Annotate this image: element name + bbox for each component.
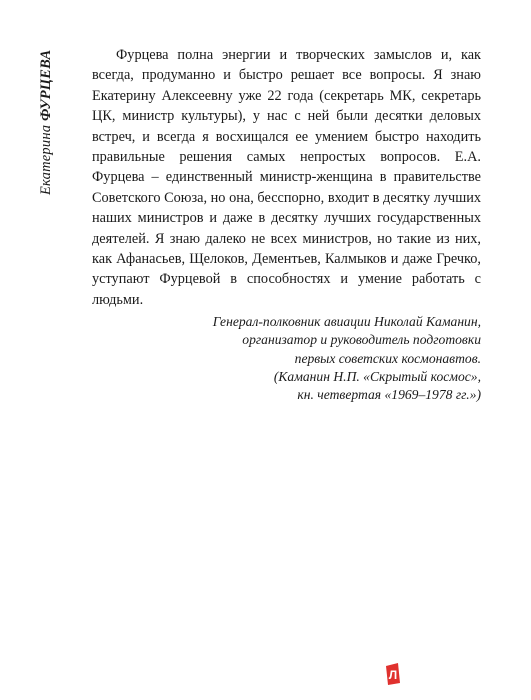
labirint-logo-icon — [384, 662, 402, 686]
svg-text:Л: Л — [388, 668, 398, 682]
attribution-line-author: Генерал-полковник авиации Николай Каманин, — [212, 314, 481, 330]
attribution-line-role: организатор и руководитель подготовки — [242, 332, 481, 348]
attribution-line-role-cont: первых советских космонавтов. — [294, 350, 481, 366]
side-title-surname: ФУРЦЕВА — [38, 49, 54, 121]
side-title-first-name: Екатерина — [38, 124, 54, 195]
attribution-line-source-cont: кн. четвертая «1969–1978 гг.») — [297, 387, 481, 403]
quote-paragraph: Фурцева полна энергии и творческих замыслов и, как всегда, продуманно и быстро решает все вопросы. Я знаю Екатерину Алексеевну уже 22 года (секретарь МК, секретарь ЦК, министр культуры), у нас с ней были десятки деловых встреч, и всегда я восхищался ее умением быстро находить правильные решения самых непростых вопросов. Е.А. Фурцева – единственный министр-женщина в правительстве Советского Союза, но она, бесспорно, входит в десятку лучших наших министров и даже в десятку лучших государственных деятелей. Я знаю далеко не всех министров, но такие из них, как Афанасьев, Щелоков, Дементьев, Калмыков и даже Гречко, уступают Фурцевой в способностях и умение работать с людьми. — [92, 47, 481, 308]
side-running-title — [38, 50, 55, 195]
main-content — [92, 45, 481, 404]
attribution-block — [92, 313, 481, 404]
attribution-line-source: (Каманин Н.П. «Скрытый космос», — [273, 368, 481, 384]
